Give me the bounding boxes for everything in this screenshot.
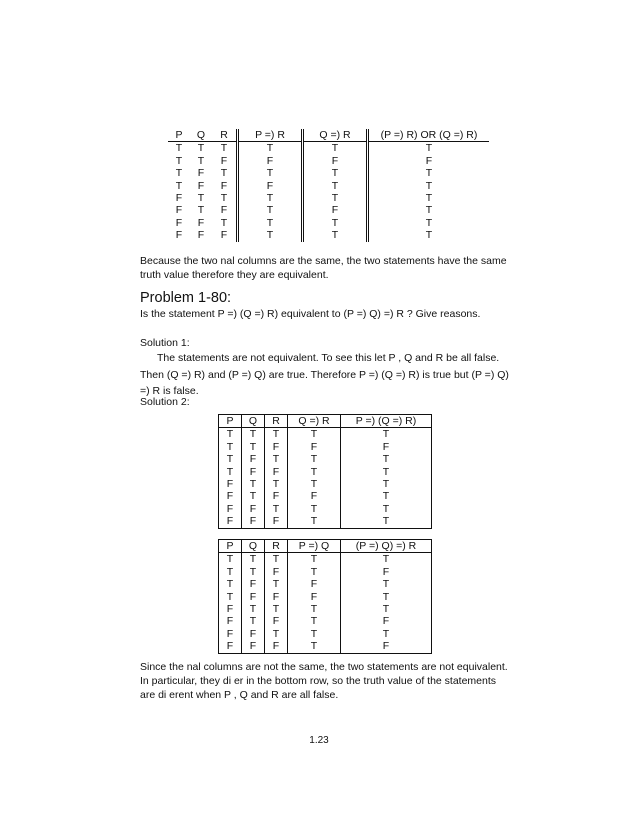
table-cell: T — [265, 478, 288, 490]
table-cell: F — [265, 441, 288, 453]
table-cell: T — [212, 192, 238, 204]
table-cell: T — [238, 167, 303, 179]
table-cell: T — [219, 578, 242, 590]
table-row — [168, 192, 489, 204]
table-header-row — [168, 129, 489, 142]
table-cell: T — [265, 628, 288, 640]
table-row — [219, 591, 432, 603]
truth-table-2 — [218, 414, 432, 529]
table-cell: T — [303, 192, 368, 204]
table-cell: T — [303, 217, 368, 229]
table-cell: F — [238, 180, 303, 192]
table-cell: F — [175, 229, 183, 242]
table-cell: T — [425, 179, 433, 192]
table-cell: F — [265, 466, 288, 478]
column-header: (P =) Q) =) R — [341, 540, 432, 553]
solution-2-label: Solution 2: — [140, 396, 190, 408]
column-header: Q — [242, 540, 265, 553]
table-row — [219, 566, 432, 578]
table-cell: F — [341, 441, 432, 453]
table-cell: F — [175, 192, 183, 205]
table-cell: T — [219, 553, 242, 566]
table-row — [219, 515, 432, 528]
table-cell: T — [242, 603, 265, 615]
column-header: Q =) R — [288, 415, 341, 428]
table-cell: F — [219, 478, 242, 490]
table-cell: F — [341, 640, 432, 653]
table-cell: T — [341, 466, 432, 478]
table-cell: T — [242, 490, 265, 502]
table-cell: T — [197, 154, 205, 167]
table-cell: F — [242, 515, 265, 528]
table-cell: T — [175, 167, 183, 180]
table-cell: F — [212, 229, 238, 241]
table-cell: T — [288, 603, 341, 615]
table-cell: T — [425, 192, 433, 205]
column-header: R — [265, 540, 288, 553]
table-cell: T — [212, 217, 238, 229]
table-cell: T — [425, 142, 433, 155]
table-cell: T — [238, 229, 303, 241]
table-cell: T — [341, 490, 432, 502]
table-row — [219, 428, 432, 441]
problem-title: Problem 1-80: — [140, 290, 232, 306]
table-cell: T — [238, 204, 303, 216]
column-header: Q — [242, 415, 265, 428]
table-cell: F — [242, 466, 265, 478]
table-cell: F — [219, 615, 242, 627]
table-cell: F — [197, 216, 205, 229]
table-cell: F — [288, 490, 341, 502]
table-cell: F — [219, 503, 242, 515]
table-cell: F — [175, 204, 183, 217]
table-cell: T — [197, 142, 205, 155]
table-cell: F — [212, 180, 238, 192]
table-cell: F — [303, 155, 368, 167]
table-row — [219, 466, 432, 478]
table-cell: F — [197, 179, 205, 192]
table-cell: F — [265, 490, 288, 502]
column-header: P =) R — [238, 129, 303, 142]
column-header: Q =) R — [303, 129, 368, 142]
table-cell: T — [288, 628, 341, 640]
table-cell: T — [288, 566, 341, 578]
table-cell: T — [242, 441, 265, 453]
table-cell: T — [175, 142, 183, 155]
column-header: (P =) R) OR (Q =) R) — [368, 129, 490, 142]
table-cell: F — [341, 615, 432, 627]
table-cell: T — [303, 180, 368, 192]
table-cell: F — [265, 566, 288, 578]
table-cell: F — [303, 204, 368, 216]
table-cell: T — [242, 428, 265, 441]
column-header: R — [212, 129, 238, 142]
table-cell: T — [425, 216, 433, 229]
table-row — [168, 204, 489, 216]
table-header-row — [219, 415, 432, 428]
table-cell: T — [425, 204, 433, 217]
table-cell: T — [288, 428, 341, 441]
table-row — [219, 628, 432, 640]
table-cell: T — [242, 478, 265, 490]
table-cell: T — [341, 553, 432, 566]
table-cell: T — [288, 453, 341, 465]
column-header: P — [219, 415, 242, 428]
column-header: P — [168, 129, 190, 142]
column-header: P =) (Q =) R) — [341, 415, 432, 428]
table-cell: T — [219, 453, 242, 465]
table-cell: T — [175, 154, 183, 167]
table-cell: F — [242, 578, 265, 590]
table-cell: T — [242, 553, 265, 566]
solution-1-text: The statements are not equivalent. To see this let P , Q and R be all false. Then (Q =) R) and (P =) Q) are true. Therefore P =) (Q =) R) is true but (P =) Q) =) R is false. — [140, 352, 509, 397]
table-cell: T — [242, 615, 265, 627]
table-header-row — [219, 540, 432, 553]
table-cell: F — [219, 490, 242, 502]
table-cell: F — [265, 615, 288, 627]
table-cell: F — [242, 591, 265, 603]
table-cell: F — [341, 566, 432, 578]
table-cell: T — [219, 566, 242, 578]
truth-table-3 — [218, 539, 432, 654]
table-cell: F — [175, 216, 183, 229]
table-cell: T — [197, 192, 205, 205]
table-cell: T — [212, 167, 238, 179]
paragraph-equivalence-conclusion: Because the two nal columns are the same, the two statements have the same truth value therefore they are equivalent. — [140, 255, 507, 281]
table-cell: F — [197, 229, 205, 242]
table-row — [219, 553, 432, 566]
table-row — [219, 578, 432, 590]
table-cell: T — [219, 441, 242, 453]
table-row — [168, 180, 489, 192]
table-cell: F — [242, 503, 265, 515]
table-cell: T — [341, 628, 432, 640]
table-row — [168, 229, 489, 241]
solution-1-label: Solution 1: — [140, 337, 190, 349]
table-cell: T — [303, 142, 368, 155]
table-cell: T — [288, 503, 341, 515]
table-cell: T — [219, 428, 242, 441]
problem-statement: Is the statement P =) (Q =) R) equivalent to (P =) Q) =) R ? Give reasons. — [140, 308, 481, 320]
table-cell: T — [425, 167, 433, 180]
table-cell: F — [265, 515, 288, 528]
table-row — [168, 155, 489, 167]
table-cell: T — [341, 603, 432, 615]
table-row — [219, 490, 432, 502]
table-cell: T — [238, 142, 303, 155]
table-cell: F — [288, 591, 341, 603]
table-row — [219, 603, 432, 615]
table-row — [168, 142, 489, 155]
table-row — [219, 615, 432, 627]
table-cell: T — [288, 515, 341, 528]
table-cell: T — [288, 640, 341, 653]
table-row — [219, 441, 432, 453]
table-cell: T — [212, 142, 238, 155]
table-cell: T — [175, 179, 183, 192]
table-row — [219, 503, 432, 515]
column-header: P =) Q — [288, 540, 341, 553]
table-cell: F — [288, 441, 341, 453]
paragraph-non-equivalence-conclusion: Since the nal columns are not the same, the two statements are not equivalent. In particular, they di er in the bottom row, so the truth value of the statements are di erent when P , Q and R are all false. — [140, 661, 508, 701]
table-cell: F — [288, 578, 341, 590]
table-cell: T — [341, 591, 432, 603]
table-cell: T — [288, 615, 341, 627]
table-row — [219, 478, 432, 490]
table-cell: T — [219, 466, 242, 478]
table-cell: F — [219, 640, 242, 653]
table-cell: T — [238, 217, 303, 229]
table-cell: T — [242, 566, 265, 578]
table-cell: T — [265, 503, 288, 515]
table-cell: T — [238, 192, 303, 204]
table-cell: F — [242, 628, 265, 640]
table-cell: T — [265, 428, 288, 441]
page-number: 1.23 — [309, 735, 329, 746]
table-cell: T — [197, 204, 205, 217]
table-cell: F — [219, 603, 242, 615]
table-cell: F — [219, 628, 242, 640]
table-row — [168, 217, 489, 229]
table-cell: T — [265, 578, 288, 590]
table-cell: F — [219, 515, 242, 528]
table-cell: F — [212, 155, 238, 167]
table-cell: F — [425, 154, 433, 167]
table-cell: F — [242, 640, 265, 653]
table-cell: F — [197, 167, 205, 180]
column-header: P — [219, 540, 242, 553]
table-cell: T — [288, 478, 341, 490]
table-cell: T — [341, 578, 432, 590]
table-cell: T — [341, 515, 432, 528]
column-header: Q — [190, 129, 212, 142]
table-cell: F — [238, 155, 303, 167]
table-cell: T — [288, 553, 341, 566]
table-cell: F — [212, 204, 238, 216]
truth-table-1 — [168, 129, 489, 242]
table-cell: T — [219, 591, 242, 603]
table-cell: T — [265, 553, 288, 566]
table-cell: F — [242, 453, 265, 465]
table-cell: T — [265, 603, 288, 615]
column-header: R — [265, 415, 288, 428]
table-row — [219, 640, 432, 653]
table-cell: T — [341, 478, 432, 490]
table-cell: T — [341, 428, 432, 441]
table-cell: T — [265, 453, 288, 465]
table-cell: T — [341, 453, 432, 465]
table-row — [219, 453, 432, 465]
table-cell: T — [303, 229, 368, 241]
table-cell: T — [425, 229, 433, 242]
table-cell: T — [303, 167, 368, 179]
table-cell: T — [341, 503, 432, 515]
table-row — [168, 167, 489, 179]
table-cell: F — [265, 640, 288, 653]
table-cell: T — [288, 466, 341, 478]
table-cell: F — [265, 591, 288, 603]
